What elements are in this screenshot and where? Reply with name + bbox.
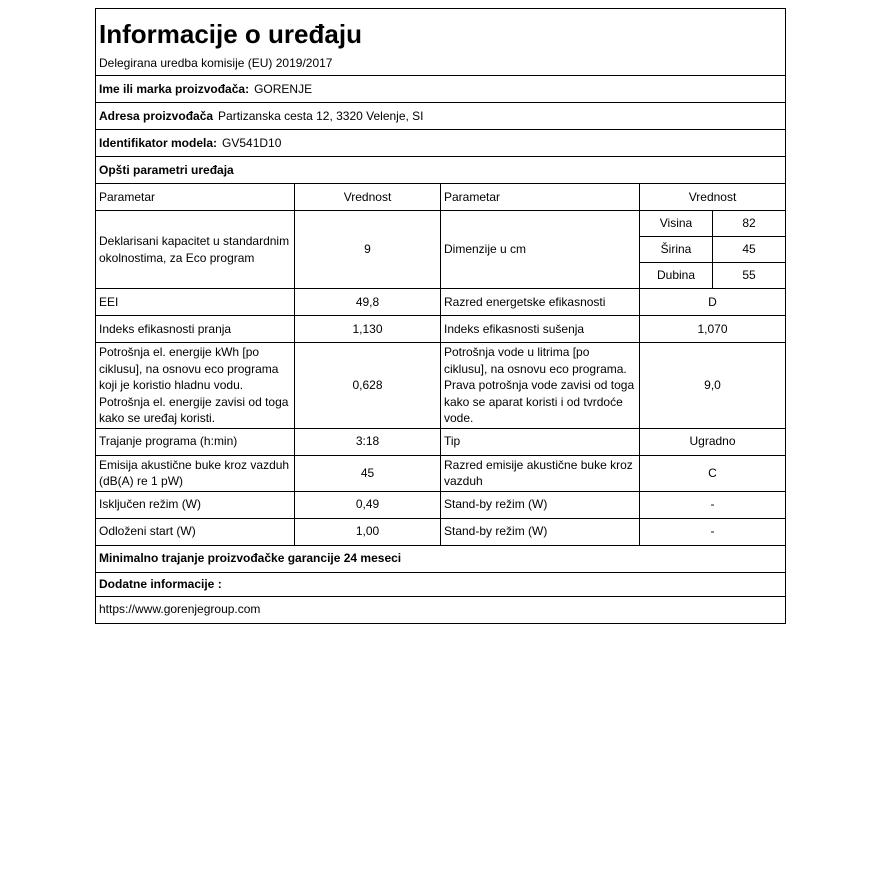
website-url: https://www.gorenjegroup.com [96, 596, 786, 623]
water-consumption-value: 9,0 [640, 343, 786, 429]
product-information-sheet [95, 8, 785, 624]
eei-row [96, 289, 786, 316]
subtitle-row [96, 51, 786, 76]
info-table [95, 8, 786, 624]
eei-label: EEI [96, 289, 295, 316]
address-label: Adresa proizvođača [99, 108, 214, 123]
capacity-row [96, 211, 786, 237]
manufacturer-row [96, 76, 786, 103]
energy-consumption-label: Potrošnja el. energije kWh [po ciklusu], na osnovu eco programa koji je koristio hladnu vodu. Potrošnja el. energije zavisi od toga kako se uređaj koristi. [96, 343, 295, 429]
capacity-value: 9 [295, 211, 441, 289]
drying-index-value: 1,070 [640, 316, 786, 343]
regulation-subtitle: Delegirana uredba komisije (EU) 2019/2017 [96, 51, 786, 76]
width-label: Širina [640, 237, 713, 263]
extra-info-row [96, 572, 786, 596]
column-header-value: Vrednost [295, 184, 441, 211]
general-section-row [96, 157, 786, 184]
noise-class-label: Razred emisije akustične buke kroz vazduh [441, 455, 640, 491]
eei-value: 49,8 [295, 289, 441, 316]
delay-start-value: 1,00 [295, 518, 441, 545]
column-header-param-2: Parametar [441, 184, 640, 211]
capacity-label: Deklarisani kapacitet u standardnim okolnostima, za Eco program [96, 211, 295, 289]
height-label: Visina [640, 211, 713, 237]
extra-info-label: Dodatne informacije : [96, 572, 786, 596]
type-value: Ugradno [640, 428, 786, 455]
off-mode-label: Isključen režim (W) [96, 491, 295, 518]
standby-mode-label-2: Stand-by režim (W) [441, 518, 640, 545]
depth-label: Dubina [640, 263, 713, 289]
column-header-value-2: Vrednost [640, 184, 786, 211]
delay-start-row [96, 518, 786, 545]
width-value: 45 [713, 237, 786, 263]
cleaning-index-label: Indeks efikasnosti pranja [96, 316, 295, 343]
model-cell [96, 130, 786, 157]
url-row [96, 596, 786, 623]
drying-index-label: Indeks efikasnosti sušenja [441, 316, 640, 343]
warranty-text: Minimalno trajanje proizvođačke garancije 24 meseci [96, 545, 786, 572]
model-value: GV541D10 [222, 135, 282, 150]
dimensions-label: Dimenzije u cm [441, 211, 640, 289]
warranty-row [96, 545, 786, 572]
energy-class-label: Razred energetske efikasnosti [441, 289, 640, 316]
model-label: Identifikator modela: [99, 135, 218, 150]
noise-emission-value: 45 [295, 455, 441, 491]
noise-row [96, 455, 786, 491]
program-duration-row [96, 428, 786, 455]
general-section-heading: Opšti parametri uređaja [96, 157, 786, 184]
type-label: Tip [441, 428, 640, 455]
manufacturer-label: Ime ili marka proizvođača: [99, 81, 250, 96]
delay-start-label: Odloženi start (W) [96, 518, 295, 545]
standby-mode-value: - [640, 491, 786, 518]
water-consumption-label: Potrošnja vode u litrima [po ciklusu], na osnovu eco programa. Prava potrošnja vode zavisi od toga kako se aparat koristi i od tvrdoće vode. [441, 343, 640, 429]
energy-consumption-row [96, 343, 786, 429]
cleaning-index-value: 1,130 [295, 316, 441, 343]
off-mode-row [96, 491, 786, 518]
program-duration-label: Trajanje programa (h:min) [96, 428, 295, 455]
page-title: Informacije o uređaju [96, 9, 786, 52]
cleaning-index-row [96, 316, 786, 343]
standby-mode-value-2: - [640, 518, 786, 545]
manufacturer-value: GORENJE [254, 81, 313, 96]
off-mode-value: 0,49 [295, 491, 441, 518]
depth-value: 55 [713, 263, 786, 289]
column-header-param: Parametar [96, 184, 295, 211]
title-row [96, 9, 786, 52]
address-row [96, 103, 786, 130]
model-row [96, 130, 786, 157]
energy-class-value: D [640, 289, 786, 316]
address-value: Partizanska cesta 12, 3320 Velenje, SI [218, 108, 424, 123]
program-duration-value: 3:18 [295, 428, 441, 455]
standby-mode-label: Stand-by režim (W) [441, 491, 640, 518]
height-value: 82 [713, 211, 786, 237]
noise-emission-label: Emisija akustične buke kroz vazduh (dB(A) re 1 pW) [96, 455, 295, 491]
energy-consumption-value: 0,628 [295, 343, 441, 429]
column-header-row [96, 184, 786, 211]
noise-class-value: C [640, 455, 786, 491]
manufacturer-cell [96, 76, 786, 103]
address-cell [96, 103, 786, 130]
